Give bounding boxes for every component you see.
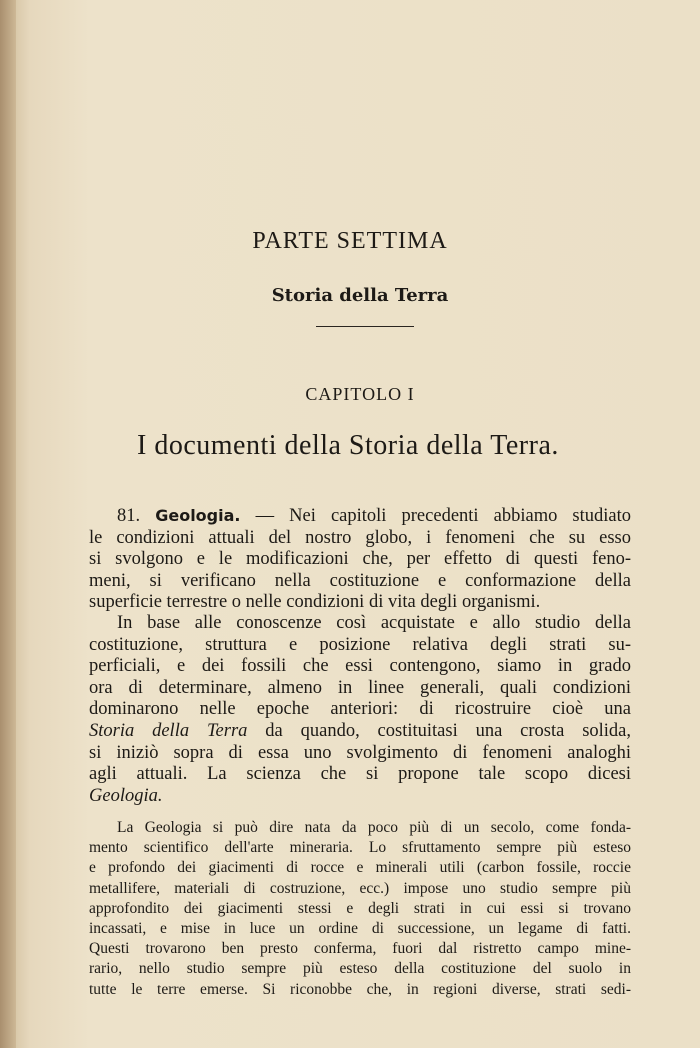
paragraph-1	[89, 505, 631, 614]
paragraph-2-line-7: agli attuali. La scienza che si propone tale scopo dicesi	[89, 764, 631, 785]
paragraph-1-line-4: superficie terrestre o nelle condizioni di vita degli organismi.	[89, 592, 541, 613]
note-line-8: tutte le terre emerse. Si riconobbe che, in regioni diverse, strati sedi-	[89, 980, 631, 998]
note-line-0: La Geologia si può dire nata da poco più di un secolo, come fonda-	[117, 819, 631, 836]
paragraph-2-final-word: Geologia.	[89, 785, 163, 806]
paragraph-1-line-0	[89, 505, 631, 528]
note-line-7: rario, nello studio sempre più esteso della costituzione del suolo in	[89, 960, 631, 978]
paragraph-1-line-3: meni, si verificano nella costituzione e conformazione della	[89, 570, 631, 591]
section-title: Geologia.	[155, 506, 241, 525]
part-subtitle: Storia della Terra	[271, 285, 449, 306]
paragraph-2	[89, 613, 631, 807]
note-line-1: mento scientifico dell'arte mineraria. Lo sfruttamento sempre più esteso	[89, 839, 631, 857]
chapter-title: I documenti della Storia della Terra.	[137, 430, 559, 461]
paragraph-1-line-2: si svolgono e le modificazioni che, per effetto di questi feno-	[89, 549, 631, 570]
note-line-4: approfondito dei giacimenti stessi e degli strati in cui essi si trovano	[89, 899, 631, 917]
note-line-2: e profondo dei giacimenti di rocce e minerali utili (carbon fossile, roccie	[89, 859, 631, 877]
paragraph-2-line-6: si iniziò sopra di essa uno svolgimento di fenomeni analoghi	[89, 742, 631, 763]
note-line-6: Questi trovarono ben presto conferma, fuori dal ristretto campo mine-	[89, 940, 631, 958]
section-number: 81.	[117, 506, 141, 526]
paragraph-2-line-2: perficiali, e dei fossili che essi contengono, siamo in grado	[89, 656, 631, 677]
paragraph-2-line-4: dominarono nelle epoche anteriori: di ricostruire cioè una	[89, 699, 631, 720]
title-divider	[316, 326, 414, 327]
paragraph-2-line-0: In base alle conoscenze così acquistate e allo studio della	[117, 613, 631, 633]
paragraph-2-line-3: ora di determinare, almeno in linee generali, quali condizioni	[89, 677, 631, 698]
line-after-italic: da quando, costituitasi una crosta solida,	[265, 720, 632, 741]
paragraph-2-line-1: costituzione, struttura e posizione relativa degli strati su-	[89, 634, 631, 655]
italic-storia-della-terra: Storia della Terra	[89, 720, 248, 741]
chapter-label: CAPITOLO I	[305, 384, 415, 404]
paragraph-2-line-5	[89, 721, 631, 743]
part-title: PARTE SETTIMA	[252, 228, 448, 254]
note-line-5: incassati, e mise in luce un ordine di successione, un legame di fatti.	[89, 920, 631, 938]
paragraph-1-line-1: le condizioni attuali del nostro globo, i fenomeni che su esso	[89, 527, 631, 548]
small-print-note	[89, 818, 631, 1000]
section-first-line: — Nei capitoli precedenti abbiamo studiato	[255, 506, 632, 526]
note-line-3: metallifere, materiali di costruzione, ecc.) impose uno studio sempre più	[89, 879, 631, 897]
page-gutter	[0, 0, 16, 1048]
